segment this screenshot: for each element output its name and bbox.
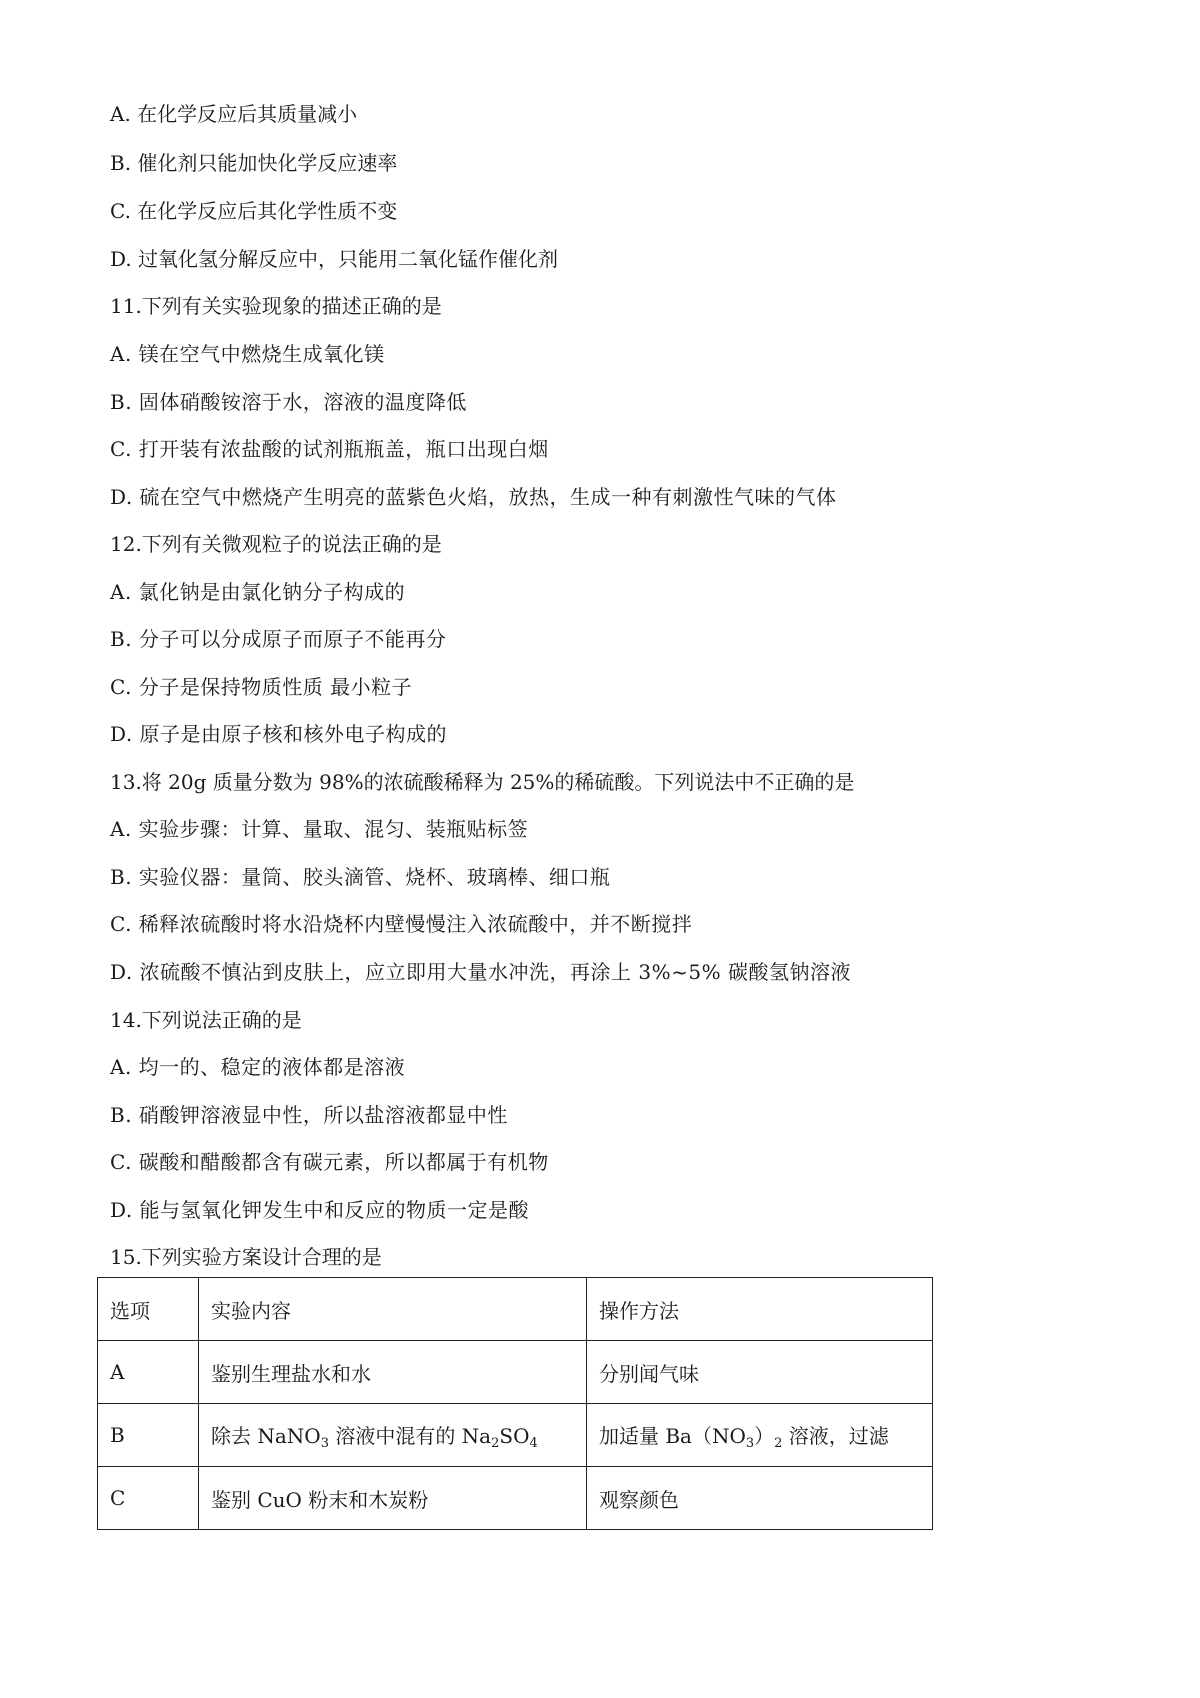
q10-option-c: C. 在化学反应后其化学性质不变 xyxy=(110,199,398,223)
content-text: 溶液中混有的 Na xyxy=(328,1423,492,1448)
subscript: 2 xyxy=(774,1435,783,1451)
q14-option-b: B. 硝酸钾溶液显中性，所以盐溶液都显中性 xyxy=(110,1103,508,1127)
q12-option-d: D. 原子是由原子核和核外电子构成的 xyxy=(110,722,448,746)
q13-stem: 13.将 20g 质量分数为 98%的浓硫酸稀释为 25%的稀硫酸。下列说法中不正确的是 xyxy=(110,770,855,794)
q12-option-b: B. 分子可以分成原子而原子不能再分 xyxy=(110,627,447,651)
table-row xyxy=(98,1467,933,1530)
header-content: 实验内容 xyxy=(199,1278,587,1341)
method-text: ） xyxy=(754,1423,775,1448)
row-option: C xyxy=(98,1467,199,1530)
q11-stem: 11.下列有关实验现象的描述正确的是 xyxy=(110,294,442,318)
q12-option-c: C. 分子是保持物质性质 最小粒子 xyxy=(110,675,413,699)
table-row xyxy=(98,1404,933,1467)
q15-stem: 15.下列实验方案设计合理的是 xyxy=(110,1245,382,1269)
row-content: 鉴别生理盐水和水 xyxy=(199,1341,587,1404)
q10-option-a: A. 在化学反应后其质量减小 xyxy=(110,102,358,126)
subscript: 3 xyxy=(745,1435,755,1451)
subscript: 3 xyxy=(320,1435,329,1451)
row-method xyxy=(587,1404,933,1467)
header-method: 操作方法 xyxy=(587,1278,933,1341)
q11-option-d: D. 硫在空气中燃烧产生明亮的蓝紫色火焰，放热，生成一种有刺激性气味的气体 xyxy=(110,485,837,509)
q13-option-c: C. 稀释浓硫酸时将水沿烧杯内壁慢慢注入浓硫酸中，并不断搅拌 xyxy=(110,912,693,936)
method-text: 加适量 Ba（NO xyxy=(599,1423,746,1448)
q12-option-a: A. 氯化钠是由氯化钠分子构成的 xyxy=(110,580,406,604)
q11-option-b: B. 固体硝酸铵溶于水，溶液的温度降低 xyxy=(110,390,467,414)
q11-option-c: C. 打开装有浓盐酸的试剂瓶瓶盖，瓶口出现白烟 xyxy=(110,437,549,461)
q11-option-a: A. 镁在空气中燃烧生成氧化镁 xyxy=(110,342,385,366)
row-option: A xyxy=(98,1341,199,1404)
row-method: 分别闻气味 xyxy=(587,1341,933,1404)
q13-option-a: A. 实验步骤：计算、量取、混匀、装瓶贴标签 xyxy=(110,817,529,841)
q14-option-d: D. 能与氢氧化钾发生中和反应的物质一定是酸 xyxy=(110,1198,530,1222)
q13-option-b: B. 实验仪器：量筒、胶头滴管、烧杯、玻璃棒、细口瓶 xyxy=(110,865,611,889)
method-text: 溶液，过滤 xyxy=(782,1423,889,1448)
row-content: 鉴别 CuO 粉末和木炭粉 xyxy=(199,1467,587,1530)
row-content xyxy=(199,1404,587,1467)
header-option: 选项 xyxy=(98,1278,199,1341)
content-text: SO xyxy=(499,1423,530,1448)
q14-option-a: A. 均一的、稳定的液体都是溶液 xyxy=(110,1055,406,1079)
row-method: 观察颜色 xyxy=(587,1467,933,1530)
q14-option-c: C. 碳酸和醋酸都含有碳元素，所以都属于有机物 xyxy=(110,1150,549,1174)
q14-stem: 14.下列说法正确的是 xyxy=(110,1008,302,1032)
subscript: 4 xyxy=(529,1435,538,1451)
q10-option-d: D. 过氧化氢分解反应中，只能用二氧化锰作催化剂 xyxy=(110,247,559,271)
q10-option-b: B. 催化剂只能加快化学反应速率 xyxy=(110,151,398,175)
q15-table xyxy=(97,1277,933,1530)
table-row xyxy=(98,1341,933,1404)
q12-stem: 12.下列有关微观粒子的说法正确的是 xyxy=(110,532,442,556)
q13-option-d: D. 浓硫酸不慎沾到皮肤上，应立即用大量水冲洗，再涂上 3%~5% 碳酸氢钠溶液 xyxy=(110,960,851,984)
row-option: B xyxy=(98,1404,199,1467)
content-text: 除去 NaNO xyxy=(211,1423,321,1448)
table-header-row xyxy=(98,1278,933,1341)
subscript: 2 xyxy=(491,1435,500,1451)
